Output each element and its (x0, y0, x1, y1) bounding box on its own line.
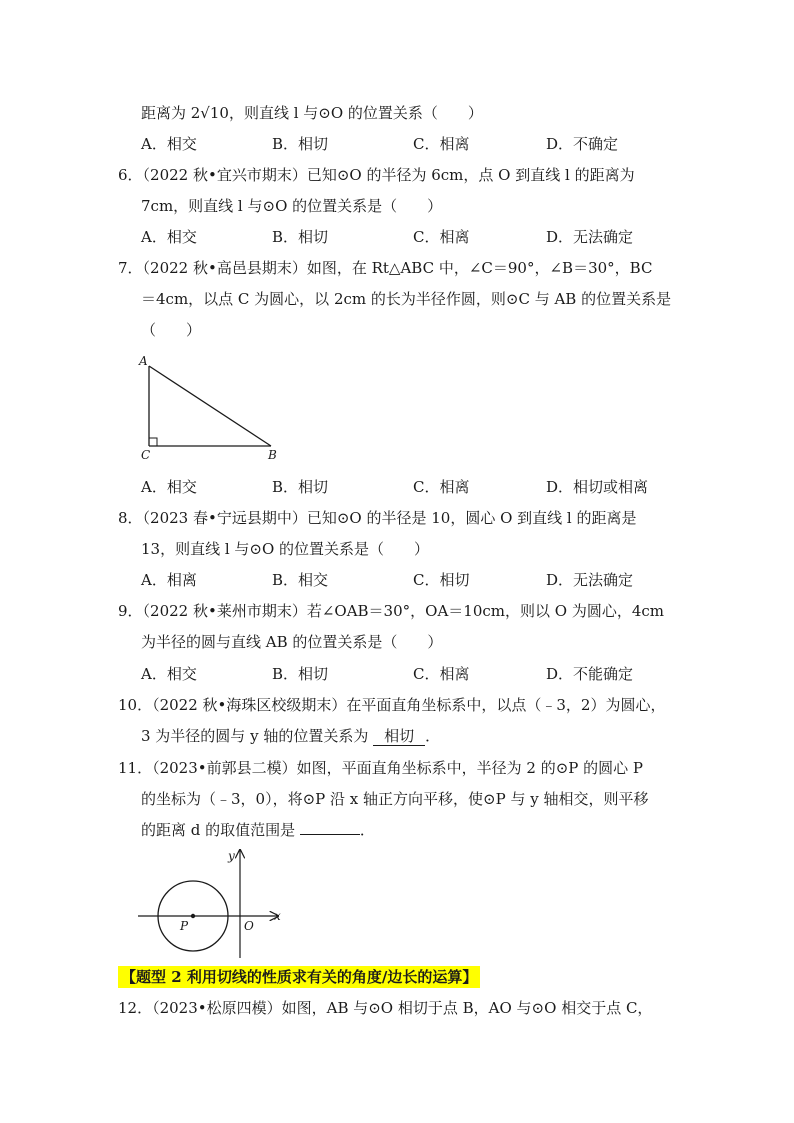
q7-triangle-figure (132, 350, 292, 465)
q11-answer-blank[interactable] (300, 834, 360, 835)
q7-option-a[interactable]: A．相交 (141, 478, 197, 496)
q9-option-a[interactable]: A．相交 (141, 665, 197, 683)
q7-line1: 7．（2022 秋•高邑县期末）如图，在 Rt△ABC 中，∠C＝90°，∠B＝30°，BC (118, 259, 653, 277)
q11-text-before: 的距离 d 的取值范围是 (141, 821, 296, 839)
q10-text-before: 3 为半径的圆与 y 轴的位置关系为 (141, 727, 369, 745)
q11-text-after: ． (359, 821, 375, 839)
q6-option-b[interactable]: B．相切 (272, 228, 329, 246)
q7-option-c[interactable]: C．相离 (413, 478, 470, 496)
q9-line1: 9．（2022 秋•莱州市期末）若∠OAB＝30°，OA＝10cm，则以 O 为圆心，4cm (118, 602, 664, 620)
q10-text-after: ． (425, 727, 441, 745)
q10-answer-blank[interactable]: 相切 (373, 728, 425, 746)
q8-line1: 8．（2023 春•宁远县期中）已知⊙O 的半径是 10，圆心 O 到直线 l 的距离是 (118, 509, 637, 527)
q9-line2: 为半径的圆与直线 AB 的位置关系是（ ） (141, 633, 443, 651)
q5-option-c[interactable]: C．相离 (413, 135, 470, 153)
q7-option-d[interactable]: D．相切或相离 (546, 478, 649, 496)
q12-line1: 12．（2023•松原四模）如图，AB 与⊙O 相切于点 B，AO 与⊙O 相交于点 C， (118, 999, 653, 1017)
q7-label-a: A (139, 354, 148, 368)
q5-option-b[interactable]: B．相切 (272, 135, 329, 153)
q10-line1: 10．（2022 秋•海珠区校级期末）在平面直角坐标系中，以点（﹣3，2）为圆心， (118, 696, 666, 714)
q7-label-b: B (268, 448, 277, 462)
q9-option-c[interactable]: C．相离 (413, 665, 470, 683)
q8-option-d[interactable]: D．无法确定 (546, 571, 634, 589)
q7-line2: ＝4cm，以点 C 为圆心，以 2cm 的长为半径作圆，则⊙C 与 AB 的位置关系是 (141, 290, 672, 308)
q8-options (141, 570, 761, 590)
q7-label-c: C (141, 448, 151, 462)
q6-line1: 6．（2022 秋•宜兴市期末）已知⊙O 的半径为 6cm，点 O 到直线 l 的距离为 (118, 166, 635, 184)
q5-option-d[interactable]: D．不确定 (546, 135, 619, 153)
q11-label-y: y (228, 849, 235, 863)
q6-line2: 7cm，则直线 l 与⊙O 的位置关系是（ ） (141, 197, 443, 215)
q6-options (141, 227, 761, 247)
q11-line2: 的坐标为（﹣3，0），将⊙P 沿 x 轴正方向平移，使⊙P 与 y 轴相交，则平移 (141, 790, 649, 808)
center-p-dot (191, 914, 195, 918)
q9-option-b[interactable]: B．相切 (272, 665, 329, 683)
q11-label-p: P (180, 919, 189, 933)
q9-options (141, 664, 761, 684)
q8-option-a[interactable]: A．相离 (141, 571, 197, 589)
q6-option-c[interactable]: C．相离 (413, 228, 470, 246)
q11-label-x: x (274, 909, 281, 923)
q11-line3 (141, 820, 375, 840)
q8-option-b[interactable]: B．相交 (272, 571, 329, 589)
q8-line2: 13，则直线 l 与⊙O 的位置关系是（ ） (141, 540, 430, 558)
q11-coordinate-figure (132, 846, 292, 960)
q5-text: 距离为 2√10，则直线 l 与⊙O 的位置关系（ ） (141, 104, 483, 122)
q9-option-d[interactable]: D．不能确定 (546, 665, 634, 683)
q6-option-a[interactable]: A．相交 (141, 228, 197, 246)
q7-line3: （ ） (141, 321, 202, 339)
q11-label-o: O (244, 919, 254, 933)
q11-line1: 11．（2023•前郭县二模）如图，平面直角坐标系中，半径为 2 的⊙P 的圆心 P (118, 759, 643, 777)
section-heading: 【题型 2 利用切线的性质求有关的角度/边长的运算】 (118, 966, 480, 988)
q5-options (141, 134, 761, 154)
q7-option-b[interactable]: B．相切 (272, 478, 329, 496)
q5-option-a[interactable]: A．相交 (141, 135, 197, 153)
q10-line2 (141, 726, 440, 746)
q6-option-d[interactable]: D．无法确定 (546, 228, 634, 246)
q8-option-c[interactable]: C．相切 (413, 571, 470, 589)
q7-options (141, 477, 761, 497)
